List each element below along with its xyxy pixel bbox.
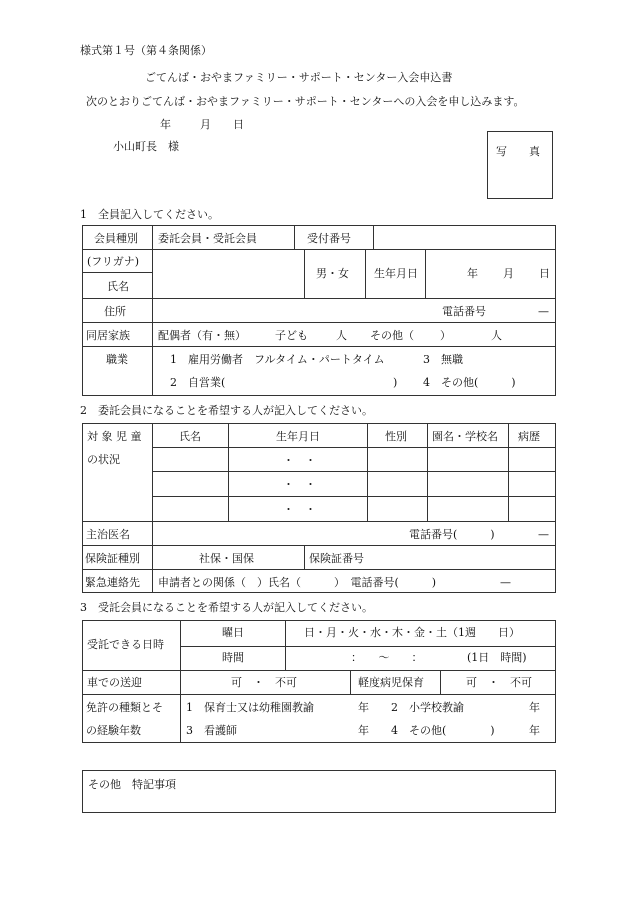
- name-field[interactable]: [156, 278, 300, 294]
- job-label: 職業: [106, 353, 128, 366]
- job-option-3[interactable]: 3 無職: [423, 353, 463, 366]
- emergency-value[interactable]: 申請者との関係（ ）氏名（ ） 電話番号( ): [158, 576, 437, 589]
- emergency-dash: —: [500, 576, 511, 589]
- furigana-field[interactable]: [156, 253, 300, 269]
- addressee: 小山町長 様: [113, 140, 179, 153]
- remarks-label: その他 特記事項: [88, 778, 176, 791]
- insurance-no-label: 保険証番号: [309, 552, 364, 565]
- reception-no-label: 受付番号: [307, 232, 351, 245]
- member-type-label: 会員種別: [94, 232, 138, 245]
- time-per-day[interactable]: (1日 時間): [467, 651, 527, 664]
- doctor-name-field[interactable]: [156, 526, 396, 542]
- col-birth-header: 生年月日: [276, 430, 320, 443]
- target-child-label-2: の状況: [87, 453, 120, 466]
- phone-label: 電話番号: [442, 305, 486, 318]
- section3-heading: 3 受託会員になることを希望する人が記入してください。: [80, 601, 373, 614]
- date-year-label: 年: [160, 118, 171, 131]
- target-child-label-1: 対 象 児 童: [87, 430, 142, 443]
- license-1-year: 年: [358, 701, 369, 714]
- license-label-2: の経験年数: [86, 724, 141, 737]
- section1-heading: 1 全員記入してください。: [80, 208, 219, 221]
- family-children: 子ども: [275, 329, 308, 342]
- job-option-4[interactable]: 4 その他( ): [423, 376, 516, 389]
- col-gender-header: 性別: [385, 430, 407, 443]
- member-type-value[interactable]: 委託会員・受託会員: [158, 232, 257, 245]
- family-spouse[interactable]: 配偶者（有・無）: [158, 329, 246, 342]
- emergency-label: 緊急連絡先: [85, 576, 140, 589]
- doctor-phone-dash: —: [538, 528, 549, 541]
- child-row-1-birth-dots[interactable]: ・ ・: [283, 454, 316, 467]
- car-option[interactable]: 可 ・ 不可: [231, 676, 297, 689]
- license-option-1[interactable]: 1 保育士又は幼稚園教諭: [186, 701, 314, 714]
- section2-heading: 2 委託会員になることを希望する人が記入してください。: [80, 404, 373, 417]
- insurance-label: 保険証種別: [85, 552, 140, 565]
- time-range[interactable]: ： ～ ：: [351, 651, 423, 664]
- doctor-phone-label: 電話番号( ): [409, 528, 495, 541]
- intro-text: 次のとおりごてんば・おやまファミリー・サポート・センターへの入会を申し込みます。: [86, 95, 525, 108]
- date-day-label: 日: [233, 118, 244, 131]
- sick-care-option[interactable]: 可 ・ 不可: [466, 676, 532, 689]
- license-2-year: 年: [529, 701, 540, 714]
- license-option-3[interactable]: 3 看護師: [186, 724, 237, 737]
- col-name-header: 氏名: [179, 430, 201, 443]
- family-label: 同居家族: [86, 329, 130, 342]
- license-4-year: 年: [529, 724, 540, 737]
- photo-box[interactable]: [487, 131, 553, 199]
- reception-no-field[interactable]: [380, 232, 550, 246]
- address-field[interactable]: [156, 303, 436, 319]
- sick-care-label: 軽度病児保育: [358, 676, 424, 689]
- address-label: 住所: [104, 305, 126, 318]
- insurance-type-value[interactable]: 社保・国保: [199, 552, 254, 565]
- license-option-4[interactable]: 4 その他( ): [391, 724, 495, 737]
- child-row-3-birth-dots[interactable]: ・ ・: [283, 503, 316, 516]
- date-month-label: 月: [200, 118, 211, 131]
- weekday-options[interactable]: 日・月・火・水・木・金・土（1週 日）: [304, 626, 520, 639]
- furigana-label: (フリガナ): [87, 255, 140, 268]
- family-other: その他（: [370, 329, 414, 342]
- family-children-unit: 人: [336, 329, 347, 342]
- form-title: ごてんば・おやまファミリー・サポート・センター入会申込書: [145, 71, 453, 84]
- family-other-close: ）: [440, 329, 451, 342]
- license-3-year: 年: [358, 724, 369, 737]
- gender-option[interactable]: 男・女: [316, 267, 349, 280]
- photo-label: 写 真: [496, 145, 540, 158]
- birth-year-label: 年: [467, 267, 478, 280]
- license-option-2[interactable]: 2 小学校教諭: [391, 701, 464, 714]
- birth-month-label: 月: [503, 267, 514, 280]
- time-label: 時間: [222, 651, 244, 664]
- remarks-box[interactable]: [82, 770, 556, 813]
- form-number: 様式第１号（第４条関係）: [80, 44, 212, 57]
- available-time-label: 受託できる日時: [87, 638, 164, 651]
- license-label-1: 免許の種類とそ: [86, 701, 163, 714]
- col-history-header: 病歴: [518, 430, 540, 443]
- job-option-2-close: ): [393, 376, 398, 389]
- child-row-2-birth-dots[interactable]: ・ ・: [283, 478, 316, 491]
- job-option-1[interactable]: 1 雇用労働者 フルタイム・パートタイム: [170, 353, 385, 366]
- weekday-label: 曜日: [222, 626, 244, 639]
- family-other-unit: 人: [491, 329, 502, 342]
- birth-day-label: 日: [539, 267, 550, 280]
- doctor-label: 主治医名: [86, 528, 130, 541]
- phone-dash: —: [538, 305, 549, 318]
- col-school-header: 園名・学校名: [432, 430, 498, 443]
- job-option-2[interactable]: 2 自営業(: [170, 376, 226, 389]
- name-label: 氏名: [107, 280, 129, 293]
- car-label: 車での送迎: [87, 676, 142, 689]
- birthdate-label: 生年月日: [374, 267, 418, 280]
